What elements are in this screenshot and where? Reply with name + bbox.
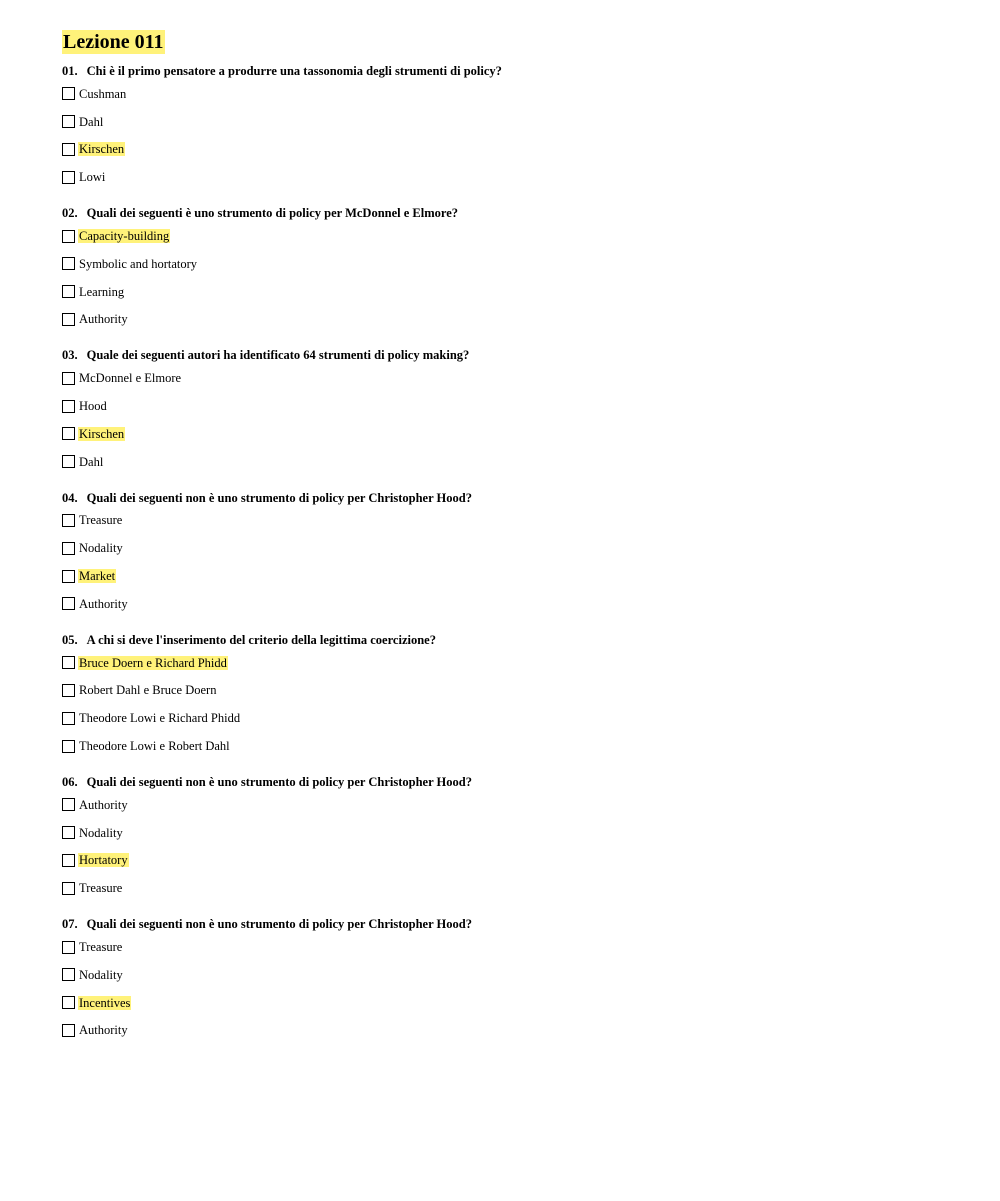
question-6 bbox=[62, 773, 962, 902]
checkbox[interactable] bbox=[62, 882, 75, 895]
checkbox[interactable] bbox=[62, 514, 75, 527]
answer-option[interactable] bbox=[62, 136, 962, 164]
answer-option[interactable] bbox=[62, 306, 962, 334]
checkbox[interactable] bbox=[62, 257, 75, 270]
checkbox[interactable] bbox=[62, 400, 75, 413]
question-text bbox=[62, 346, 962, 364]
document-page bbox=[62, 30, 962, 1044]
answer-option[interactable] bbox=[62, 732, 962, 760]
checkbox[interactable] bbox=[62, 230, 75, 243]
question-list bbox=[62, 62, 962, 1044]
question-text bbox=[62, 204, 962, 222]
checkbox[interactable] bbox=[62, 171, 75, 184]
question-1 bbox=[62, 62, 962, 191]
question-2 bbox=[62, 204, 962, 333]
answer-label-highlighted: Bruce Doern e Richard Phidd bbox=[79, 655, 227, 670]
checkbox[interactable] bbox=[62, 313, 75, 326]
answer-option[interactable] bbox=[62, 364, 962, 392]
checkbox[interactable] bbox=[62, 798, 75, 811]
question-text bbox=[62, 631, 962, 649]
checkbox[interactable] bbox=[62, 996, 75, 1009]
answer-label: Treasure bbox=[79, 881, 123, 896]
answer-label: Nodality bbox=[79, 541, 123, 556]
answer-option[interactable] bbox=[62, 448, 962, 476]
answer-label: Theodore Lowi e Robert Dahl bbox=[79, 739, 230, 754]
question-number: 03. bbox=[62, 348, 78, 363]
answer-option[interactable] bbox=[62, 392, 962, 420]
question-number: 04. bbox=[62, 490, 78, 505]
answer-label: Learning bbox=[79, 284, 125, 299]
question-text bbox=[62, 773, 962, 791]
checkbox[interactable] bbox=[62, 285, 75, 298]
question-7 bbox=[62, 915, 962, 1044]
answer-label: Theodore Lowi e Richard Phidd bbox=[79, 711, 241, 726]
answer-label: Authority bbox=[79, 596, 128, 611]
answer-label-highlighted: Incentives bbox=[79, 995, 131, 1010]
question-prompt: A chi si deve l'inserimento del criterio della legittima coercizione? bbox=[86, 632, 436, 647]
checkbox[interactable] bbox=[62, 427, 75, 440]
answer-label-highlighted: Kirschen bbox=[79, 142, 125, 157]
answer-label: Nodality bbox=[79, 967, 123, 982]
checkbox[interactable] bbox=[62, 542, 75, 555]
answer-option[interactable] bbox=[62, 933, 962, 961]
checkbox[interactable] bbox=[62, 143, 75, 156]
checkbox[interactable] bbox=[62, 570, 75, 583]
answer-label: Lowi bbox=[79, 170, 106, 185]
answer-option[interactable] bbox=[62, 649, 962, 677]
question-number: 02. bbox=[62, 206, 78, 221]
checkbox[interactable] bbox=[62, 854, 75, 867]
answer-label: Symbolic and hortatory bbox=[79, 256, 198, 271]
answer-option[interactable] bbox=[62, 677, 962, 705]
checkbox[interactable] bbox=[62, 712, 75, 725]
answer-option[interactable] bbox=[62, 791, 962, 819]
answer-option[interactable] bbox=[62, 874, 962, 902]
answer-option[interactable] bbox=[62, 989, 962, 1017]
checkbox[interactable] bbox=[62, 455, 75, 468]
answer-option[interactable] bbox=[62, 278, 962, 306]
question-number: 01. bbox=[62, 64, 78, 78]
answer-option[interactable] bbox=[62, 1017, 962, 1045]
question-number: 05. bbox=[62, 632, 78, 647]
question-text bbox=[62, 62, 962, 80]
question-text bbox=[62, 489, 962, 507]
answer-label: Robert Dahl e Bruce Doern bbox=[79, 683, 217, 698]
answer-option[interactable] bbox=[62, 847, 962, 875]
checkbox[interactable] bbox=[62, 656, 75, 669]
answer-label: Hood bbox=[79, 399, 107, 414]
checkbox[interactable] bbox=[62, 740, 75, 753]
question-prompt: Chi è il primo pensatore a produrre una tassonomia degli strumenti di policy? bbox=[86, 64, 502, 78]
answer-option[interactable] bbox=[62, 420, 962, 448]
checkbox[interactable] bbox=[62, 941, 75, 954]
question-prompt: Quali dei seguenti non è uno strumento di policy per Christopher Hood? bbox=[86, 917, 472, 932]
answer-label: Nodality bbox=[79, 825, 123, 840]
question-text bbox=[62, 915, 962, 933]
answer-option[interactable] bbox=[62, 704, 962, 732]
answer-label: Treasure bbox=[79, 513, 123, 528]
answer-option[interactable] bbox=[62, 163, 962, 191]
answer-label: Dahl bbox=[79, 114, 104, 129]
checkbox[interactable] bbox=[62, 684, 75, 697]
answer-option[interactable] bbox=[62, 80, 962, 108]
answer-label: Treasure bbox=[79, 940, 123, 955]
checkbox[interactable] bbox=[62, 826, 75, 839]
answer-label: Cushman bbox=[79, 86, 127, 101]
question-3 bbox=[62, 346, 962, 475]
answer-option[interactable] bbox=[62, 562, 962, 590]
answer-label: Authority bbox=[79, 312, 128, 327]
question-prompt: Quale dei seguenti autori ha identificato 64 strumenti di policy making? bbox=[86, 348, 470, 363]
question-prompt: Quali dei seguenti non è uno strumento di policy per Christopher Hood? bbox=[86, 490, 472, 505]
answer-label-highlighted: Hortatory bbox=[79, 853, 128, 868]
answer-label-highlighted: Market bbox=[79, 569, 116, 584]
answer-option[interactable] bbox=[62, 222, 962, 250]
answer-option[interactable] bbox=[62, 108, 962, 136]
question-number: 06. bbox=[62, 774, 78, 789]
checkbox[interactable] bbox=[62, 115, 75, 128]
answer-label: Dahl bbox=[79, 454, 104, 469]
answer-option[interactable] bbox=[62, 961, 962, 989]
question-prompt: Quali dei seguenti non è uno strumento di policy per Christopher Hood? bbox=[86, 774, 472, 789]
checkbox[interactable] bbox=[62, 1024, 75, 1037]
answer-label: McDonnel e Elmore bbox=[79, 371, 182, 386]
answer-option[interactable] bbox=[62, 819, 962, 847]
question-prompt: Quali dei seguenti è uno strumento di policy per McDonnel e Elmore? bbox=[86, 206, 459, 221]
answer-label-highlighted: Kirschen bbox=[79, 426, 125, 441]
checkbox[interactable] bbox=[62, 372, 75, 385]
question-number: 07. bbox=[62, 917, 78, 932]
answer-option[interactable] bbox=[62, 534, 962, 562]
question-5 bbox=[62, 631, 962, 760]
answer-option[interactable] bbox=[62, 507, 962, 535]
question-4 bbox=[62, 489, 962, 618]
checkbox[interactable] bbox=[62, 87, 75, 100]
checkbox[interactable] bbox=[62, 968, 75, 981]
page-title: Lezione 011 bbox=[63, 31, 164, 53]
answer-label: Authority bbox=[79, 1023, 128, 1038]
answer-option[interactable] bbox=[62, 250, 962, 278]
checkbox[interactable] bbox=[62, 597, 75, 610]
answer-label: Authority bbox=[79, 797, 128, 812]
answer-option[interactable] bbox=[62, 590, 962, 618]
answer-label-highlighted: Capacity-building bbox=[79, 229, 170, 244]
